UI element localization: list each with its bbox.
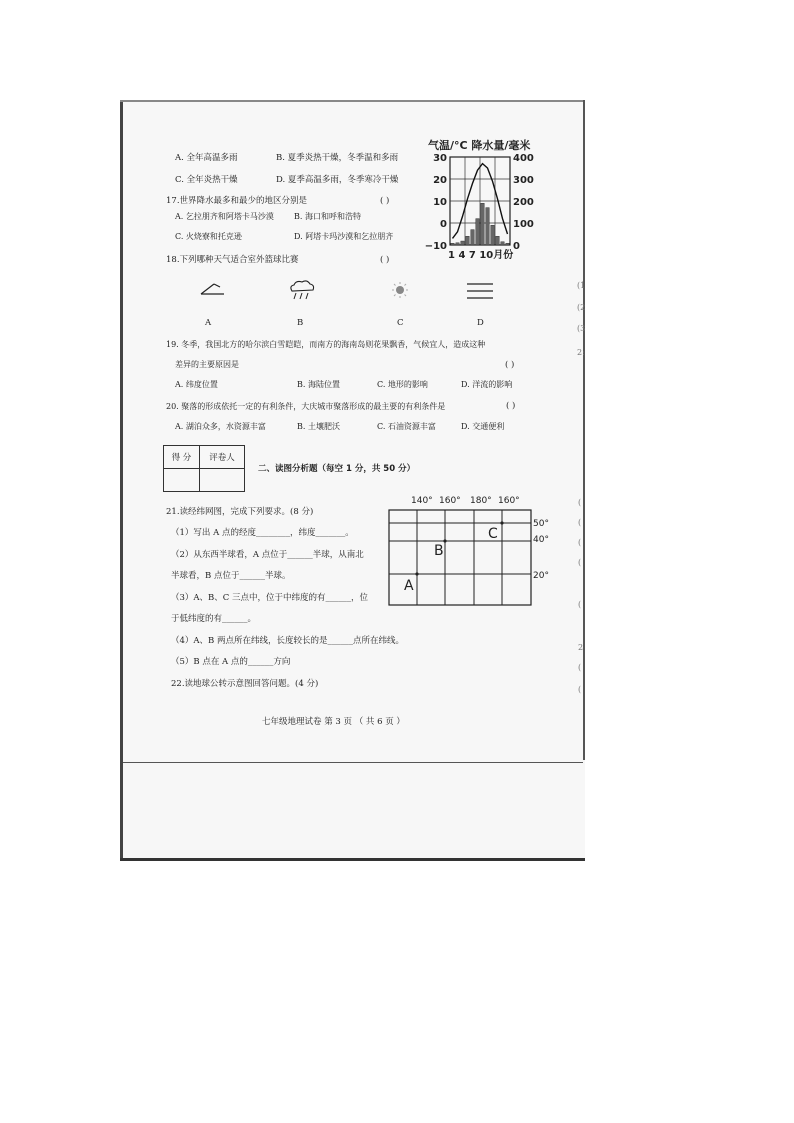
margin-mark: (3: [577, 324, 586, 333]
lon-label-140: 140°: [411, 496, 433, 506]
month-axis-label: 1 4 7 10月份: [448, 250, 514, 261]
climate-chart-grid: [450, 157, 510, 245]
margin-mark: 2:: [577, 348, 585, 357]
point-b-dot: [443, 539, 446, 542]
question-21-part4: （4）A、B 两点所在纬线，长度较长的是______点所在纬线。: [171, 636, 404, 646]
option-16c: C. 全年炎热干燥: [175, 175, 238, 185]
lat-label-20: 20°: [533, 571, 549, 581]
margin-mark: (: [578, 538, 582, 547]
precip-bar: [506, 243, 509, 245]
answer-blank-17[interactable]: ( ): [380, 196, 390, 206]
temp-tick-label: 20: [433, 175, 447, 186]
section-2-title: 二、读图分析题（每空 1 分，共 50 分）: [258, 464, 416, 474]
temp-tick-label: 10: [433, 197, 447, 208]
margin-mark: (: [578, 663, 582, 672]
question-21-part3: （3）A、B、C 三点中，位于中纬度的有______，位: [171, 593, 369, 603]
answer-blank-20[interactable]: ( ): [506, 401, 516, 411]
option-20a: A. 湖泊众多，水资源丰富: [175, 422, 266, 431]
answer-blank-19[interactable]: ( ): [505, 360, 515, 370]
precip-tick-label: 100: [513, 219, 534, 230]
point-a-label: A: [404, 578, 414, 594]
precip-tick-label: 200: [513, 197, 534, 208]
option-19c: C. 地形的影响: [377, 380, 428, 389]
question-22: 22.读地球公转示意图回答问题。(4 分): [171, 679, 319, 689]
grader-cell[interactable]: [199, 469, 244, 492]
point-a-dot: [415, 572, 418, 575]
option-19a: A. 纬度位置: [175, 380, 218, 389]
climate-chart: [420, 137, 540, 262]
question-21-part2b: 半球看，B 点位于______半球。: [171, 571, 291, 581]
question-18: 18.下列哪种天气适合室外篮球比赛: [166, 255, 299, 265]
margin-mark: (2: [577, 303, 586, 312]
scan-edge-left: [120, 100, 123, 860]
point-b-label: B: [434, 543, 444, 559]
cloud-rain-icon: [286, 278, 318, 302]
climate-right-axis: [513, 153, 534, 252]
option-17d: D. 阿塔卡玛沙漠和乞拉朋齐: [294, 232, 394, 241]
lat-label-50: 50°: [533, 519, 549, 529]
question-20: 20. 聚落的形成依托一定的有利条件，大庆城市聚落形成的最主要的有利条件是: [166, 402, 446, 411]
temp-tick-label: 30: [433, 153, 447, 164]
grader-header: 评卷人: [199, 446, 244, 469]
precip-tick-label: 0: [513, 241, 520, 252]
margin-mark: (: [578, 518, 582, 527]
question-21-part5: （5）B 点在 A 点的______方向: [171, 657, 291, 667]
question-21-part3b: 于低纬度的有______。: [171, 614, 257, 624]
precip-bar: [476, 219, 479, 245]
precip-bar: [496, 236, 499, 245]
temp-tick-label: −10: [424, 241, 447, 252]
wind-flag-icon: [198, 278, 228, 298]
question-21-part1: （1）写出 A 点的经度________，纬度_______。: [171, 528, 354, 538]
lat-lon-grid-map: [385, 492, 555, 612]
sun-icon: [388, 280, 412, 300]
question-21-part2: （2）从东西半球看，A 点位于______半球，从南北: [171, 550, 364, 560]
climate-chart-title: 气温/°C 降水量/毫米: [428, 139, 531, 152]
precip-tick-label: 300: [513, 175, 534, 186]
answer-blank-18[interactable]: ( ): [380, 255, 390, 265]
margin-mark: 2: [578, 643, 584, 652]
option-17b: B. 海口和呼和浩特: [294, 212, 361, 221]
precip-bar: [491, 225, 494, 245]
precip-bar: [486, 208, 489, 245]
icon-label-d: D: [477, 318, 484, 328]
option-20c: C. 石油资源丰富: [377, 422, 436, 431]
margin-mark: (: [578, 600, 582, 609]
margin-mark: (1: [577, 281, 586, 290]
option-20d: D. 交通便利: [461, 422, 505, 431]
icon-label-b: B: [297, 318, 304, 328]
precip-bar: [451, 243, 454, 245]
option-16a: A. 全年高温多雨: [175, 153, 238, 163]
fog-icon: [465, 280, 495, 302]
precip-bar: [461, 241, 464, 245]
scan-fold-line: [123, 762, 583, 763]
margin-mark: (: [578, 498, 582, 507]
precip-bar: [501, 242, 504, 245]
precip-tick-label: 400: [513, 153, 534, 164]
page-footer: 七年级地理试卷 第 3 页 （ 共 6 页 ）: [262, 717, 405, 727]
lat-label-40: 40°: [533, 535, 549, 545]
option-16b: B. 夏季炎热干燥，冬季温和多雨: [276, 153, 399, 163]
scan-edge-top: [120, 100, 585, 102]
question-17: 17.世界降水最多和最少的地区分别是: [166, 196, 308, 206]
option-17a: A. 乞拉朋齐和阿塔卡马沙漠: [175, 212, 274, 221]
margin-mark: (: [578, 685, 582, 694]
score-header: 得 分: [164, 446, 200, 469]
scan-edge-bottom: [120, 858, 585, 861]
score-table: [163, 445, 245, 492]
question-21: 21.读经纬网图，完成下列要求。(8 分): [166, 507, 314, 517]
option-20b: B. 土壤肥沃: [297, 422, 340, 431]
margin-mark: (: [578, 558, 582, 567]
icon-label-c: C: [397, 318, 404, 328]
question-19: 19. 冬季，我国北方的哈尔滨白雪皑皑，而南方的海南岛则花果飘香，气候宜人，造成这种: [166, 340, 486, 349]
option-19b: B. 海陆位置: [297, 380, 340, 389]
lon-label-160e: 160°: [498, 496, 520, 506]
option-19d: D. 洋流的影响: [461, 380, 513, 389]
option-17c: C. 火烧寮和托克逊: [175, 232, 242, 241]
precip-bar: [466, 236, 469, 245]
precip-bar: [471, 230, 474, 245]
point-c-label: C: [488, 526, 498, 542]
icon-label-a: A: [205, 318, 212, 328]
precip-bar: [481, 203, 484, 245]
lon-label-160w: 160°: [439, 496, 461, 506]
question-19-line2: 差异的主要原因是: [175, 360, 239, 369]
option-16d: D. 夏季高温多雨，冬季寒冷干燥: [276, 175, 399, 185]
precip-bar: [456, 243, 459, 245]
point-c-dot: [500, 521, 503, 524]
climate-left-axis: [425, 153, 447, 252]
score-cell[interactable]: [164, 469, 200, 492]
lon-label-180: 180°: [470, 496, 492, 506]
scan-edge-right: [583, 100, 585, 760]
temp-tick-label: 0: [440, 219, 447, 230]
